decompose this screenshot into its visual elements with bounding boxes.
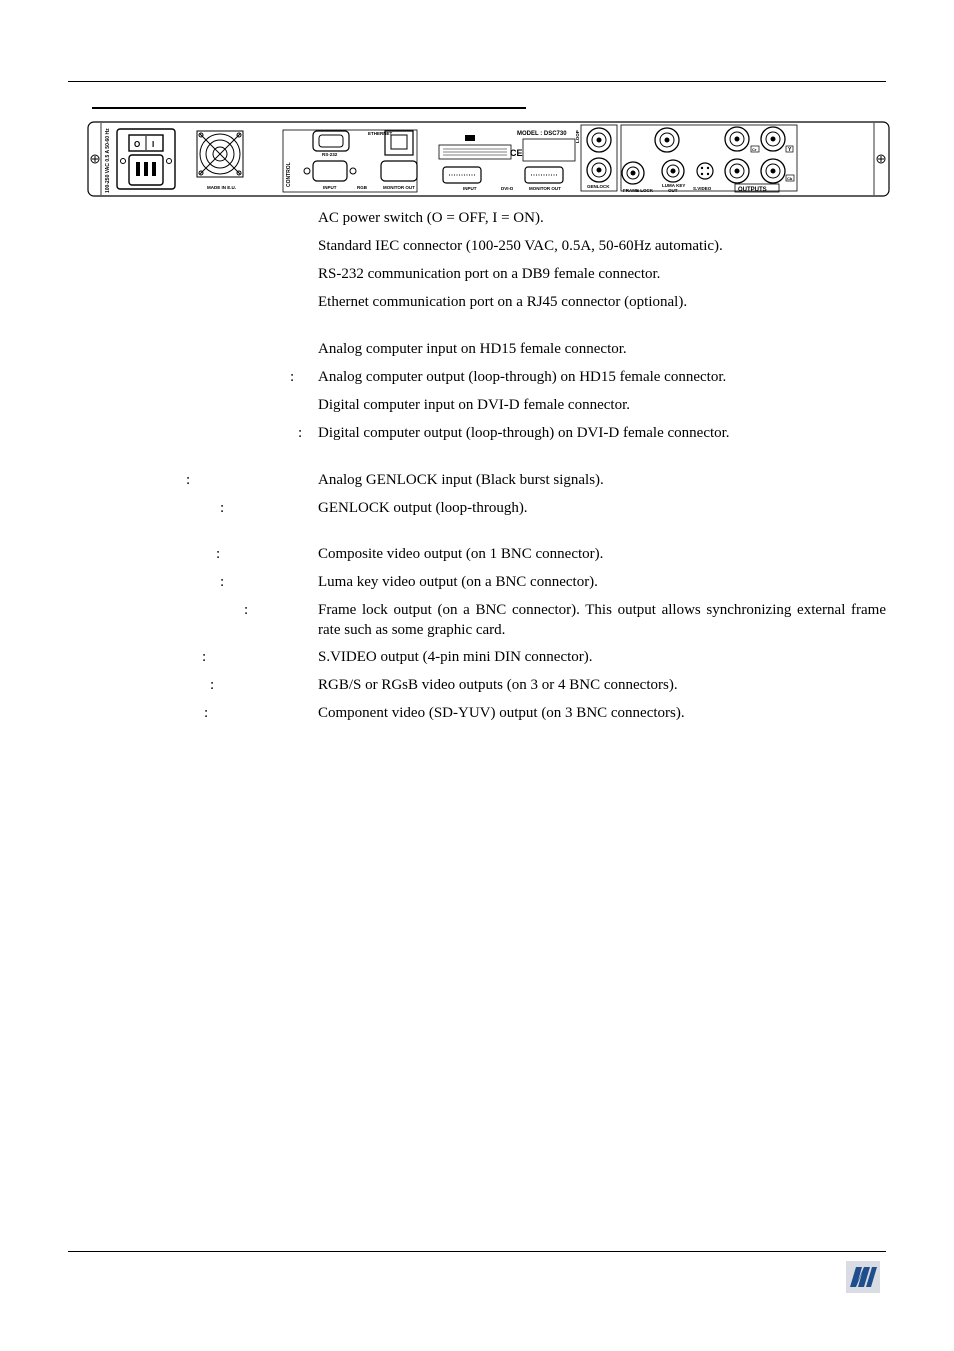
entry-description: Digital computer input on DVI-D female connector.: [318, 397, 630, 413]
entry-description: GENLOCK output (loop-through).: [318, 500, 528, 516]
entry-description: AC power switch (O = OFF, I = ON).: [318, 210, 544, 226]
made-in-text: MADE IN E.U.: [207, 185, 237, 190]
svideo-label: S.VIDEO: [693, 186, 712, 191]
switch-off-label: O: [134, 140, 141, 149]
entry-description: Composite video output (on 1 BNC connector).: [318, 546, 604, 562]
entry-colon: :: [210, 677, 215, 693]
rs232-label: RS-232: [322, 152, 338, 157]
entry-description: S.VIDEO output (4-pin mini DIN connector).: [318, 649, 593, 665]
rear-panel-drawing: [87, 121, 890, 197]
dvi-label: DVI-D: [501, 186, 514, 191]
rgb-label: RGB: [357, 185, 367, 190]
entry-colon: :: [220, 574, 225, 590]
entry-description: RS-232 communication port on a DB9 female connector.: [318, 266, 661, 282]
luma-out-label: OUT: [668, 188, 678, 193]
company-logo-icon: [846, 1261, 880, 1293]
entry-colon: :: [216, 546, 221, 562]
entry-colon: :: [244, 602, 249, 618]
analog-monitor-out-label: MONITOR OUT: [383, 185, 415, 190]
cr-label: Cr: [752, 147, 757, 152]
loop-label: LOOP: [575, 130, 580, 143]
control-label: CONTROL: [286, 162, 292, 187]
luma-key-label: LUMA KEY: [662, 183, 686, 188]
power-rating-text: 100-250 VAC 0.5 A 50-60 Hz: [105, 128, 111, 193]
genlock-label: GENLOCK: [587, 184, 610, 189]
rack-screw-left-icon: [91, 155, 99, 163]
header-rule: [68, 81, 886, 82]
entry-colon: :: [186, 472, 191, 488]
analog-input-label: INPUT: [323, 185, 337, 190]
ethernet-label: ETHERNET: [368, 131, 393, 136]
entry-description: Analog computer input on HD15 female connector.: [318, 341, 627, 357]
entry-description: Analog GENLOCK input (Black burst signals).: [318, 472, 604, 488]
framelock-label: FRAME LOCK: [623, 188, 653, 193]
entry-description: Component video (SD-YUV) output (on 3 BNC connectors).: [318, 705, 685, 721]
cb-label: Cb: [787, 176, 793, 181]
entry-description: Digital computer output (loop-through) on DVI-D female connector.: [318, 425, 730, 441]
entry-description: Ethernet communication port on a RJ45 connector (optional).: [318, 294, 688, 310]
entry-colon: :: [202, 649, 207, 665]
entry-colon: :: [290, 369, 295, 385]
dvi-input-label: INPUT: [463, 186, 477, 191]
ce-mark: CE: [510, 148, 523, 158]
entry-description: Analog computer output (loop-through) on HD15 female connector.: [318, 369, 727, 385]
entry-colon: :: [220, 500, 225, 516]
footer-rule: [68, 1251, 886, 1252]
entry-description: Luma key video output (on a BNC connector).: [318, 574, 598, 590]
y-label: Y: [788, 147, 792, 153]
entry-description: RGB/S or RGsB video outputs (on 3 or 4 BNC connectors).: [318, 677, 678, 693]
dvi-monitor-out-label: MONITOR OUT: [529, 186, 561, 191]
model-label: MODEL : DSC730: [517, 131, 567, 137]
entry-description: Frame lock output (on a BNC connector). This output allows synchronizing external frame rate such as some graphic card.: [318, 602, 886, 638]
entry-description: Standard IEC connector (100-250 VAC, 0.5A, 50-60Hz automatic).: [318, 238, 723, 254]
outputs-label: OUTPUTS: [738, 187, 767, 193]
entry-colon: :: [298, 425, 303, 441]
entry-colon: :: [204, 705, 209, 721]
section-title-underline: [92, 107, 526, 109]
rack-screw-right-icon: [877, 155, 885, 163]
switch-on-label: I: [152, 140, 155, 149]
